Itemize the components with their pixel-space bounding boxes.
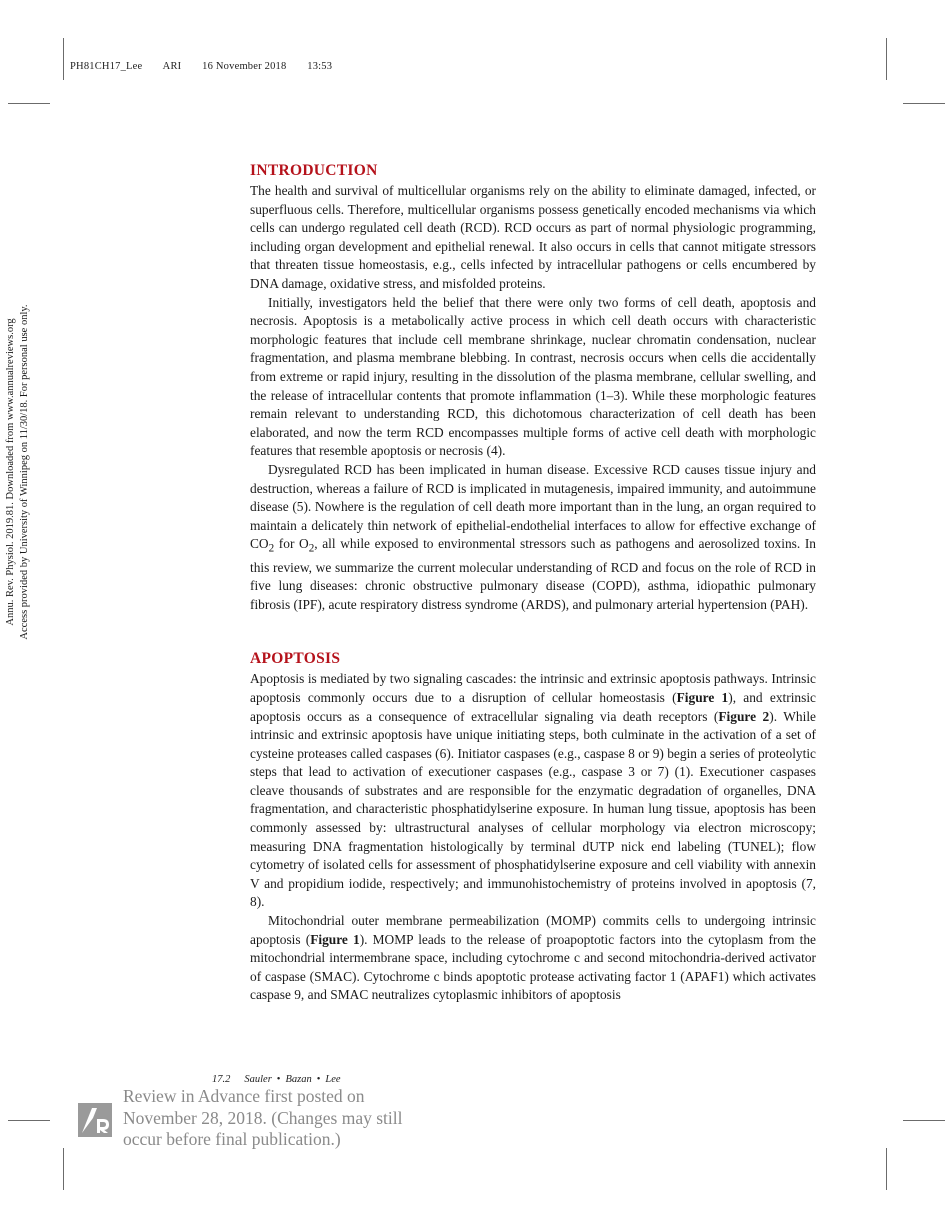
- text-run: ), and extrinsic apoptosis occurs as a consequence of extracellular signaling via death receptors (: [250, 689, 816, 724]
- crop-mark: [903, 103, 945, 104]
- introduction-heading: INTRODUCTION: [250, 162, 378, 179]
- page-number: 17.2: [212, 1074, 231, 1085]
- text-run: Apoptosis is mediated by two signaling cascades: the intrinsic and extrinsic apoptosis pathways. Intrinsic apoptosis commonly occurs due to a disruption of cellular homeostasis (: [250, 671, 816, 705]
- running-time: 13:53: [307, 61, 333, 72]
- apoptosis-paragraph-1: [250, 670, 816, 912]
- apoptosis-heading: APOPTOSIS: [250, 650, 341, 668]
- running-date: 16 November 2018: [202, 61, 287, 72]
- crop-mark: [8, 1120, 50, 1121]
- author-name: Bazan: [285, 1074, 312, 1085]
- review-notice-line2: November 28, 2018. (Changes may still: [123, 1107, 403, 1128]
- text-run: for O: [274, 536, 309, 552]
- figure-1-reference[interactable]: Figure 1: [310, 931, 360, 947]
- crop-mark: [63, 1148, 64, 1190]
- review-notice-line3: occur before final publication.): [123, 1129, 341, 1149]
- crop-mark: [886, 38, 887, 80]
- review-in-advance-logo-mark: [78, 1103, 112, 1137]
- page-footer: [212, 1074, 341, 1085]
- subscript: 2: [308, 542, 315, 555]
- crop-mark: [63, 38, 64, 80]
- download-notice: [4, 162, 34, 782]
- text-run: ). MOMP leads to the release of proapoptotic factors into the cytoplasm from the mitochondrial intermembrane space, including cytochrome c and second mitochondria-derived activator of caspase (SMAC). Cytochrome c binds apoptotic protease activating factor 1 (APAF1) which activates caspase 9, and SMAC neutralizes cytoplasmic inhibitors of apoptosis: [250, 931, 816, 1003]
- text-run: , all while exposed to environmental stressors such as pathogens and aerosolized toxins. In this review, we summarize the current molecular understanding of RCD and focus on the role of RCD in five lung diseases: chronic obstructive pulmonary disease (COPD), asthma, idiopathic pulmonary fibrosis (IPF), acute respiratory distress syndrome (ARDS), and pulmonary arterial hypertension (PAH).: [250, 536, 816, 612]
- bullet: •: [276, 1074, 281, 1085]
- apoptosis-paragraph-2: [250, 912, 816, 1005]
- download-notice-line1: Annu. Rev. Physiol. 2019.81. Downloaded from www.annualreviews.org: [5, 318, 16, 626]
- text-run: Mitochondrial outer membrane permeabilization (MOMP) commits cells to undergoing intrinsic apoptosis (: [250, 913, 816, 947]
- figure-2-reference[interactable]: Figure 2: [718, 708, 770, 724]
- subscript: 2: [268, 542, 275, 555]
- article-body: [250, 160, 816, 1005]
- text-run: ). While intrinsic and extrinsic apoptosis have unique initiating steps, both culminate in the activation of a set of cysteine proteases called caspases (6). Initiator caspases (e.g., caspase 8 or 9) begin a series of proteolytic steps that lead to activation of executioner caspases (e.g., caspase 3 or 7) (1). Executioner caspases cleave thousands of substrates and are responsible for the enzymatic degradation of organelles, DNA fragmentation, and characteristic phosphatidylserine exposure. In human lung tissue, apoptosis has been commonly assessed by: ultrastructural analyses of cellular morphology via electron microscopy; measuring DNA fragmentation histologically by terminal dUTP nick end labeling (TUNEL); flow cytometry of isolated cells for assessment of phosphatidylserine exposure and cell viability with annexin V and propidium iodide, respectively; and immunohistochemistry of proteins involved in apoptosis (7, 8).: [250, 708, 816, 910]
- introduction-paragraph-1: The health and survival of multicellular organisms rely on the ability to eliminate damaged, infected, or superfluous cells. Therefore, multicellular organisms possess genetically encoded mechanisms via which cells can undergo regulated cell death (RCD). RCD occurs as part of normal physiologic programming, including organ development and epithelial renewal. It also occurs in cells that cannot mitigate stressors that threaten tissue homeostasis, e.g., cells infected by intracellular pathogens or cells encumbered by DNA damage, oxidative stress, and misfolded proteins.: [250, 183, 816, 291]
- running-head: [70, 61, 350, 72]
- section-gap: [250, 614, 816, 648]
- introduction-paragraph-2: Initially, investigators held the belief that there were only two forms of cell death, apoptosis and necrosis. Apoptosis is a metabolically active process in which cell death occurs with characteristic morphologic features that include cell membrane shrinkage, nuclear chromatin condensation, nuclear fragmentation, and plasma membrane blebbing. In contrast, necrosis occurs when cells die accidentally from extreme or rapid injury, resulting in the dissolution of the plasma membrane, cellular swelling, and the release of intracellular contents that promote inflammation (1–3). While these morphologic features remain relevant to understanding RCD, this dichotomous characterization of cell death has been elaborated, and now the term RCD encompasses multiple forms of active cell death with morphologic features that resemble apoptosis or necrosis (4).: [250, 294, 816, 459]
- journal-code: ARI: [162, 61, 182, 72]
- introduction-paragraph-3: [250, 461, 816, 614]
- manuscript-id: PH81CH17_Lee: [70, 61, 143, 72]
- crop-mark: [886, 1148, 887, 1190]
- review-in-advance-notice: [123, 1086, 453, 1151]
- author-name: Lee: [325, 1074, 341, 1085]
- review-in-advance-logo: [78, 1103, 112, 1137]
- figure-1-reference[interactable]: Figure 1: [676, 689, 729, 705]
- download-notice-line2: Access provided by University of Winnipeg on 11/30/18. For personal use only.: [18, 304, 30, 640]
- review-notice-line1: Review in Advance first posted on: [123, 1086, 365, 1106]
- bullet: •: [316, 1074, 321, 1085]
- text-run: Dysregulated RCD has been implicated in human disease. Excessive RCD causes tissue injury and destruction, whereas a failure of RCD is implicated in mutagenesis, impaired immunity, and autoimmune disease (5). Nowhere is the regulation of cell death more important than in the lung, an organ required to maintain a delicately thin network of epithelial-endothelial interfaces to allow for effective exchange of CO: [250, 461, 816, 552]
- crop-mark: [903, 1120, 945, 1121]
- author-name: Sauler: [244, 1074, 272, 1085]
- crop-mark: [8, 103, 50, 104]
